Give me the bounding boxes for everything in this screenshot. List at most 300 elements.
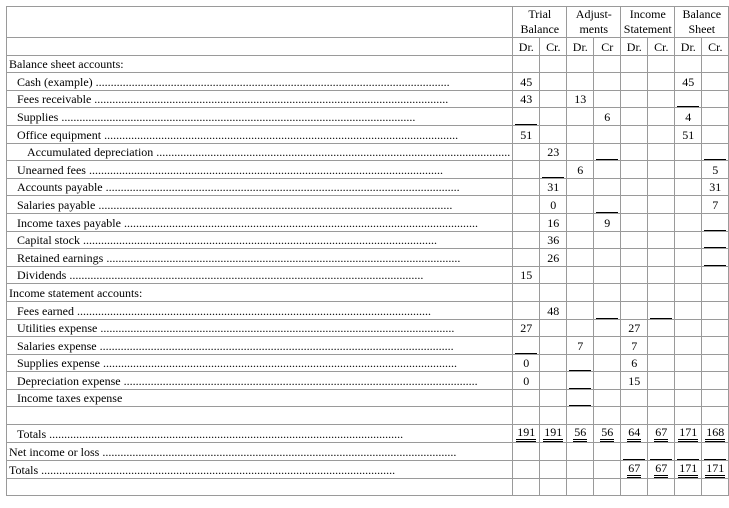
amount: 27 <box>628 321 641 336</box>
empty-cell <box>540 319 567 337</box>
empty-cell <box>594 443 621 461</box>
amount-cell <box>513 125 540 143</box>
amount-cell <box>513 319 540 337</box>
empty-cell <box>567 125 594 143</box>
blank-line <box>596 147 618 160</box>
account-row <box>7 301 729 319</box>
account-name: Income taxes expense <box>7 389 513 407</box>
empty-cell <box>594 161 621 179</box>
totals-label: Totals ..... <box>7 425 513 443</box>
amount-cell <box>513 266 540 284</box>
amount-cell <box>621 337 648 355</box>
amount: 4 <box>685 109 692 124</box>
empty-cell <box>702 389 729 407</box>
empty-cell <box>513 389 540 407</box>
amount-cell <box>702 178 729 196</box>
amount: 27 <box>520 321 533 336</box>
account-row <box>7 196 729 214</box>
empty-cell <box>648 161 675 179</box>
amount-cell <box>540 301 567 319</box>
account-name: Accounts payable ..... <box>7 178 513 196</box>
empty-cell <box>567 231 594 249</box>
amount: 0 <box>523 356 530 371</box>
account-name: Income taxes payable ..... <box>7 213 513 231</box>
amount: 9 <box>604 215 611 230</box>
blank-line <box>596 306 618 319</box>
amount: 191 <box>543 426 563 442</box>
empty-cell <box>675 372 702 390</box>
blank-line <box>704 253 726 266</box>
empty-cell <box>567 143 594 161</box>
amount: 56 <box>573 426 587 442</box>
account-name: Accumulated depreciation ..... <box>7 143 513 161</box>
account-row <box>7 73 729 91</box>
empty-cell <box>594 284 621 302</box>
empty-cell <box>648 196 675 214</box>
empty-cell-underlined <box>513 337 540 355</box>
amount: 31 <box>547 180 560 195</box>
amount: 15 <box>520 268 533 283</box>
net-income-label: Net income or loss ..... <box>7 443 513 461</box>
account-name: Fees receivable ..... <box>7 90 513 108</box>
empty-cell <box>702 301 729 319</box>
blank-line <box>542 165 564 178</box>
empty-cell-underlined <box>621 443 648 461</box>
empty-cell <box>540 266 567 284</box>
empty-cell <box>621 90 648 108</box>
empty-cell <box>621 55 648 73</box>
account-name: Depreciation expense ..... <box>7 372 513 390</box>
section-title: Balance sheet accounts: <box>7 55 513 73</box>
empty-cell <box>675 389 702 407</box>
empty-cell <box>540 108 567 126</box>
empty-cell <box>621 143 648 161</box>
empty-cell <box>648 337 675 355</box>
account-row <box>7 213 729 231</box>
amount-cell <box>675 425 702 443</box>
empty-cell <box>675 196 702 214</box>
amount-cell <box>567 425 594 443</box>
empty-cell <box>621 196 648 214</box>
empty-cell <box>648 284 675 302</box>
account-row <box>7 389 729 407</box>
amount-cell <box>621 354 648 372</box>
amount-cell <box>567 90 594 108</box>
account-name: Supplies ..... <box>7 108 513 126</box>
spacer-row <box>7 478 729 496</box>
empty-cell <box>540 354 567 372</box>
amount-cell <box>594 425 621 443</box>
empty-cell <box>540 55 567 73</box>
amount-cell <box>513 354 540 372</box>
account-row <box>7 125 729 143</box>
amount: 7 <box>712 197 719 212</box>
worksheet-table <box>6 6 729 496</box>
empty-cell <box>513 231 540 249</box>
amount-cell <box>702 425 729 443</box>
empty-cell <box>567 249 594 267</box>
header-cr: Cr <box>594 38 621 56</box>
account-name: Utilities expense ..... <box>7 319 513 337</box>
amount: 6 <box>577 162 584 177</box>
account-row <box>7 108 729 126</box>
empty-cell <box>675 337 702 355</box>
empty-cell <box>648 372 675 390</box>
empty-cell <box>621 178 648 196</box>
amount-cell <box>540 249 567 267</box>
header-dr: Dr. <box>567 38 594 56</box>
amount-cell <box>675 108 702 126</box>
empty-cell <box>594 249 621 267</box>
amount: 45 <box>682 74 695 89</box>
totals-row <box>7 425 729 443</box>
blank-line <box>515 112 537 125</box>
blank-line <box>650 306 672 319</box>
amount: 7 <box>577 338 584 353</box>
empty-cell <box>594 389 621 407</box>
empty-cell <box>594 55 621 73</box>
amount: 23 <box>547 145 560 160</box>
empty-cell <box>540 73 567 91</box>
amount-cell <box>675 125 702 143</box>
empty-cell <box>567 301 594 319</box>
empty-cell <box>648 354 675 372</box>
empty-cell <box>648 178 675 196</box>
empty-cell-underlined <box>702 231 729 249</box>
empty-cell <box>567 55 594 73</box>
final-totals-row <box>7 460 729 478</box>
blank-line <box>650 447 672 460</box>
empty-cell-underlined <box>648 443 675 461</box>
empty-cell <box>567 460 594 478</box>
amount-cell <box>648 425 675 443</box>
empty-cell <box>567 73 594 91</box>
empty-cell <box>513 460 540 478</box>
header-adjustments: Adjust- ments <box>567 7 621 38</box>
amount-cell <box>567 337 594 355</box>
amount: 6 <box>604 109 611 124</box>
empty-cell-underlined <box>594 143 621 161</box>
amount: 168 <box>705 426 725 442</box>
account-row <box>7 143 729 161</box>
empty-cell <box>540 389 567 407</box>
amount: 36 <box>547 233 560 248</box>
amount: 15 <box>628 373 641 388</box>
empty-cell <box>675 284 702 302</box>
empty-cell <box>621 213 648 231</box>
account-name: Dividends ..... <box>7 266 513 284</box>
empty-cell-underlined <box>594 301 621 319</box>
amount: 0 <box>550 197 557 212</box>
empty-cell <box>702 73 729 91</box>
blank-line <box>704 235 726 248</box>
empty-cell <box>540 90 567 108</box>
empty-cell <box>675 178 702 196</box>
empty-cell <box>540 284 567 302</box>
empty-cell <box>594 460 621 478</box>
account-name: Fees earned ..... <box>7 301 513 319</box>
section-row <box>7 55 729 73</box>
account-row <box>7 249 729 267</box>
amount: 191 <box>516 426 536 442</box>
amount-cell <box>540 143 567 161</box>
empty-cell <box>540 443 567 461</box>
account-row <box>7 337 729 355</box>
empty-cell <box>513 284 540 302</box>
amount-cell <box>675 73 702 91</box>
empty-cell <box>567 319 594 337</box>
header-blank <box>7 7 513 38</box>
empty-cell <box>675 161 702 179</box>
blank-line <box>569 358 591 371</box>
empty-cell <box>675 143 702 161</box>
empty-cell <box>513 196 540 214</box>
amount: 16 <box>547 215 560 230</box>
empty-cell <box>675 266 702 284</box>
header-balance-sheet: Balance Sheet <box>675 7 729 38</box>
header-dr: Dr. <box>621 38 648 56</box>
empty-cell-underlined <box>567 354 594 372</box>
empty-cell <box>594 125 621 143</box>
amount-cell <box>567 161 594 179</box>
empty-cell <box>621 301 648 319</box>
empty-cell <box>540 125 567 143</box>
empty-cell <box>648 55 675 73</box>
blank-line <box>704 447 726 460</box>
header-dr: Dr. <box>675 38 702 56</box>
amount: 48 <box>547 303 560 318</box>
amount-cell <box>621 425 648 443</box>
empty-cell <box>648 125 675 143</box>
amount-cell <box>648 460 675 478</box>
amount: 67 <box>627 462 641 478</box>
empty-cell <box>621 284 648 302</box>
empty-cell <box>513 55 540 73</box>
spacer-row <box>7 407 729 425</box>
amount: 56 <box>600 426 614 442</box>
amount-cell <box>513 372 540 390</box>
empty-cell-underlined <box>648 301 675 319</box>
amount: 0 <box>523 373 530 388</box>
empty-cell <box>702 125 729 143</box>
account-row <box>7 178 729 196</box>
account-row <box>7 231 729 249</box>
empty-cell <box>648 231 675 249</box>
amount-cell <box>540 231 567 249</box>
empty-cell <box>702 55 729 73</box>
account-name: Salaries payable ..... <box>7 196 513 214</box>
amount-cell <box>702 460 729 478</box>
amount: 5 <box>712 162 719 177</box>
amount: 26 <box>547 250 560 265</box>
empty-cell <box>621 231 648 249</box>
blank-line <box>596 200 618 213</box>
empty-cell <box>513 178 540 196</box>
empty-cell <box>648 319 675 337</box>
blank-line <box>677 447 699 460</box>
amount: 31 <box>709 180 722 195</box>
empty-cell <box>621 266 648 284</box>
account-row <box>7 319 729 337</box>
empty-cell-underlined <box>702 443 729 461</box>
empty-cell <box>621 389 648 407</box>
header-cr: Cr. <box>648 38 675 56</box>
empty-cell <box>702 354 729 372</box>
blank-line <box>569 393 591 406</box>
blank-line <box>704 147 726 160</box>
amount-cell <box>675 460 702 478</box>
empty-cell-underlined <box>567 372 594 390</box>
empty-cell <box>621 73 648 91</box>
amount-cell <box>540 196 567 214</box>
header-trial-balance: Trial Balance <box>513 7 567 38</box>
amount: 7 <box>631 338 638 353</box>
blank-line <box>515 341 537 354</box>
final-totals-label: Totals ..... <box>7 460 513 478</box>
amount: 171 <box>678 462 698 478</box>
empty-cell <box>675 301 702 319</box>
empty-cell <box>513 213 540 231</box>
account-row <box>7 161 729 179</box>
amount-cell <box>513 425 540 443</box>
header-cr: Cr. <box>540 38 567 56</box>
empty-cell-underlined <box>702 143 729 161</box>
empty-cell <box>675 213 702 231</box>
empty-cell <box>594 231 621 249</box>
empty-cell <box>675 249 702 267</box>
amount-cell <box>702 161 729 179</box>
empty-cell <box>621 108 648 126</box>
empty-cell <box>702 90 729 108</box>
empty-cell <box>648 73 675 91</box>
amount: 171 <box>678 426 698 442</box>
header-row-groups <box>7 7 729 38</box>
empty-cell <box>648 108 675 126</box>
empty-cell <box>648 266 675 284</box>
empty-cell <box>594 354 621 372</box>
empty-cell <box>594 319 621 337</box>
empty-cell <box>702 372 729 390</box>
empty-cell <box>594 372 621 390</box>
empty-cell <box>594 73 621 91</box>
account-name: Office equipment ..... <box>7 125 513 143</box>
header-row-drcr <box>7 38 729 56</box>
amount: 64 <box>627 426 641 442</box>
amount-cell <box>540 213 567 231</box>
empty-cell <box>621 125 648 143</box>
amount: 43 <box>520 92 533 107</box>
empty-cell <box>675 231 702 249</box>
empty-cell <box>648 389 675 407</box>
empty-cell <box>675 319 702 337</box>
header-income-statement: Income Statement <box>621 7 675 38</box>
amount-cell <box>702 196 729 214</box>
empty-cell <box>567 284 594 302</box>
blank-line <box>677 94 699 107</box>
amount: 67 <box>654 462 668 478</box>
amount-cell <box>513 73 540 91</box>
empty-cell <box>621 161 648 179</box>
empty-cell <box>648 90 675 108</box>
empty-cell <box>567 213 594 231</box>
empty-cell <box>702 319 729 337</box>
empty-cell <box>702 266 729 284</box>
amount: 45 <box>520 74 533 89</box>
empty-cell <box>702 108 729 126</box>
amount-cell <box>513 90 540 108</box>
empty-cell <box>648 213 675 231</box>
account-row <box>7 90 729 108</box>
empty-cell <box>567 108 594 126</box>
empty-cell <box>594 90 621 108</box>
empty-cell <box>540 460 567 478</box>
account-row <box>7 372 729 390</box>
empty-cell <box>702 284 729 302</box>
empty-cell-underlined <box>675 90 702 108</box>
amount: 51 <box>520 127 533 142</box>
empty-cell <box>594 337 621 355</box>
account-name: Supplies expense ..... <box>7 354 513 372</box>
amount-cell <box>540 178 567 196</box>
empty-cell <box>594 178 621 196</box>
blank-line <box>623 447 645 460</box>
empty-cell <box>675 354 702 372</box>
empty-cell-underlined <box>513 108 540 126</box>
amount: 171 <box>705 462 725 478</box>
account-row <box>7 354 729 372</box>
account-name: Salaries expense ..... <box>7 337 513 355</box>
amount: 13 <box>574 92 587 107</box>
amount-cell <box>540 425 567 443</box>
empty-cell <box>594 266 621 284</box>
amount: 51 <box>682 127 695 142</box>
empty-cell-underlined <box>594 196 621 214</box>
section-row <box>7 284 729 302</box>
empty-cell <box>513 161 540 179</box>
net-income-row <box>7 443 729 461</box>
empty-cell <box>567 178 594 196</box>
amount: 67 <box>654 426 668 442</box>
account-name: Unearned fees ..... <box>7 161 513 179</box>
amount: 6 <box>631 356 638 371</box>
empty-cell-underlined <box>675 443 702 461</box>
empty-cell <box>513 143 540 161</box>
empty-cell-underlined <box>567 389 594 407</box>
blank-line <box>569 376 591 389</box>
empty-cell <box>648 143 675 161</box>
amount-cell <box>621 319 648 337</box>
empty-cell <box>513 443 540 461</box>
account-row <box>7 266 729 284</box>
empty-cell <box>567 443 594 461</box>
empty-cell <box>540 337 567 355</box>
empty-cell <box>675 55 702 73</box>
amount-cell <box>594 213 621 231</box>
empty-cell-underlined <box>702 213 729 231</box>
empty-cell <box>513 301 540 319</box>
empty-cell <box>513 249 540 267</box>
empty-cell <box>621 249 648 267</box>
header-cr: Cr. <box>702 38 729 56</box>
empty-cell <box>540 372 567 390</box>
amount-cell <box>621 372 648 390</box>
empty-cell-underlined <box>702 249 729 267</box>
empty-cell-underlined <box>540 161 567 179</box>
empty-cell <box>567 266 594 284</box>
empty-cell <box>567 196 594 214</box>
header-dr: Dr. <box>513 38 540 56</box>
account-name: Cash (example) ..... <box>7 73 513 91</box>
